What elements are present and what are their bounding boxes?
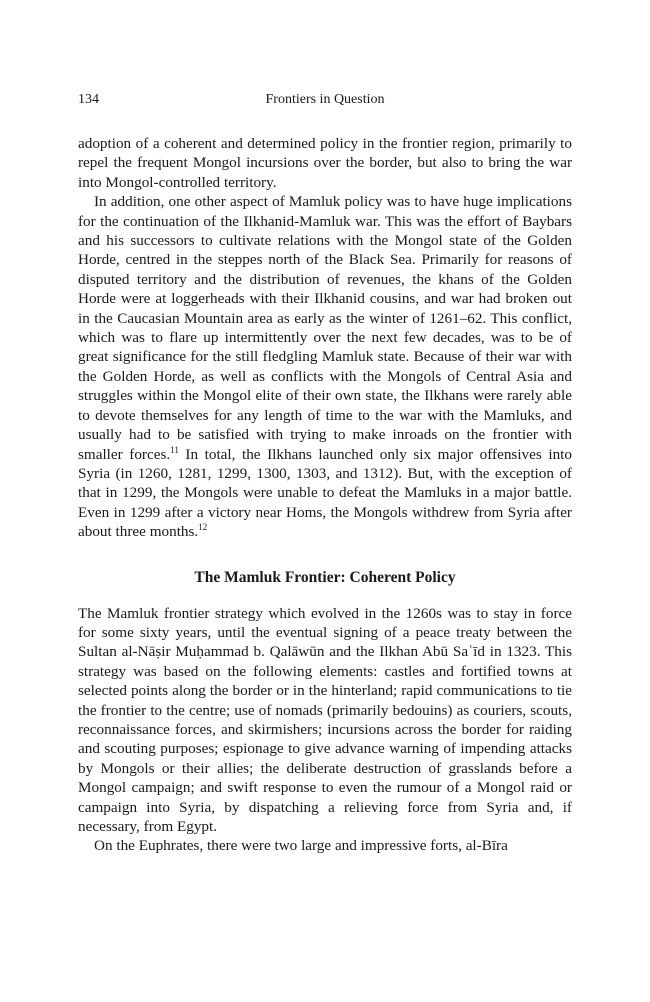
paragraph: adoption of a coherent and determined policy in the frontier region, primarily to repel the frequent Mongol incursions over the border, but also to bring the war into Mongol-controlled territory. — [78, 135, 572, 191]
page-number: 134 — [78, 92, 99, 107]
footnote-marker: 11 — [170, 444, 179, 455]
paragraph-text: In total, the Ilkhans launched only six major offensives into Syria (in 1260, 1281, 1299, 1300, 1303, and 1312). But, with the exception of that in 1299, the Mongols were unable to defeat the Mamluks in a major battle. Even in 1299 after a victory near Homs, the Mongols withdrew from Syria after about three months. — [78, 445, 572, 541]
running-head — [78, 92, 572, 114]
footnote-marker: 12 — [198, 522, 208, 533]
body-text-bottom — [78, 604, 572, 856]
paragraph: The Mamluk frontier strategy which evolved in the 1260s was to stay in force for some sixty years, until the eventual signing of a peace treaty between the Sultan al-Nāṣir Muḥammad b. Qalāwūn and the Ilkhan Abū Saʿīd in 1323. This strategy was based on the following elements: castles and fortified towns at selected points along the border or in the hinterland; rapid communications to tie the frontier to the centre; use of nomads (primarily bedouins) as couriers, scouts, reconnaissance forces, and skirmishers; incursions across the border for raiding and scouting purposes; espionage to give advance warning of impending attacks by Mongols or their allies; the deliberate destruction of grasslands before a Mongol campaign; and swift response to even the rumour of a Mongol raid or campaign into Syria, by dispatching a relieving force from Syria and, if necessary, from Egypt. — [78, 604, 572, 835]
paragraph-text: In addition, one other aspect of Mamluk policy was to have huge implications for the continuation of the Ilkhanid-Mamluk war. This was the effort of Baybars and his successors to cultivate relations with the Mongol state of the Golden Horde, centred in the steppes north of the Black Sea. Primarily for reasons of disputed territory and the distribution of revenues, the khans of the Golden Horde were at loggerheads with their Ilkhanid cousins, and war had broken out in the Caucasian Mountain area as early as the winter of 1261–62. This conflict, which was to flare up intermittently over the next few decades, was to be of great significance for the still fledgling Mamluk state. Because of their war with the Golden Horde, as well as conflicts with the Mongols of Central Asia and struggles within the Mongol elite of their own state, the Ilkhans were rarely able to devote themselves for any length of time to the war with the Mamluks, and usually had to be satisfied with trying to make inroads on the frontier with smaller forces. — [78, 193, 572, 463]
body-text-top — [78, 134, 572, 542]
paragraph: On the Euphrates, there were two large and impressive forts, al-Bīra — [94, 837, 508, 855]
book-page — [78, 92, 572, 856]
section-heading: The Mamluk Frontier: Coherent Policy — [194, 568, 456, 586]
paragraph — [78, 192, 572, 541]
running-title: Frontiers in Question — [265, 92, 385, 107]
